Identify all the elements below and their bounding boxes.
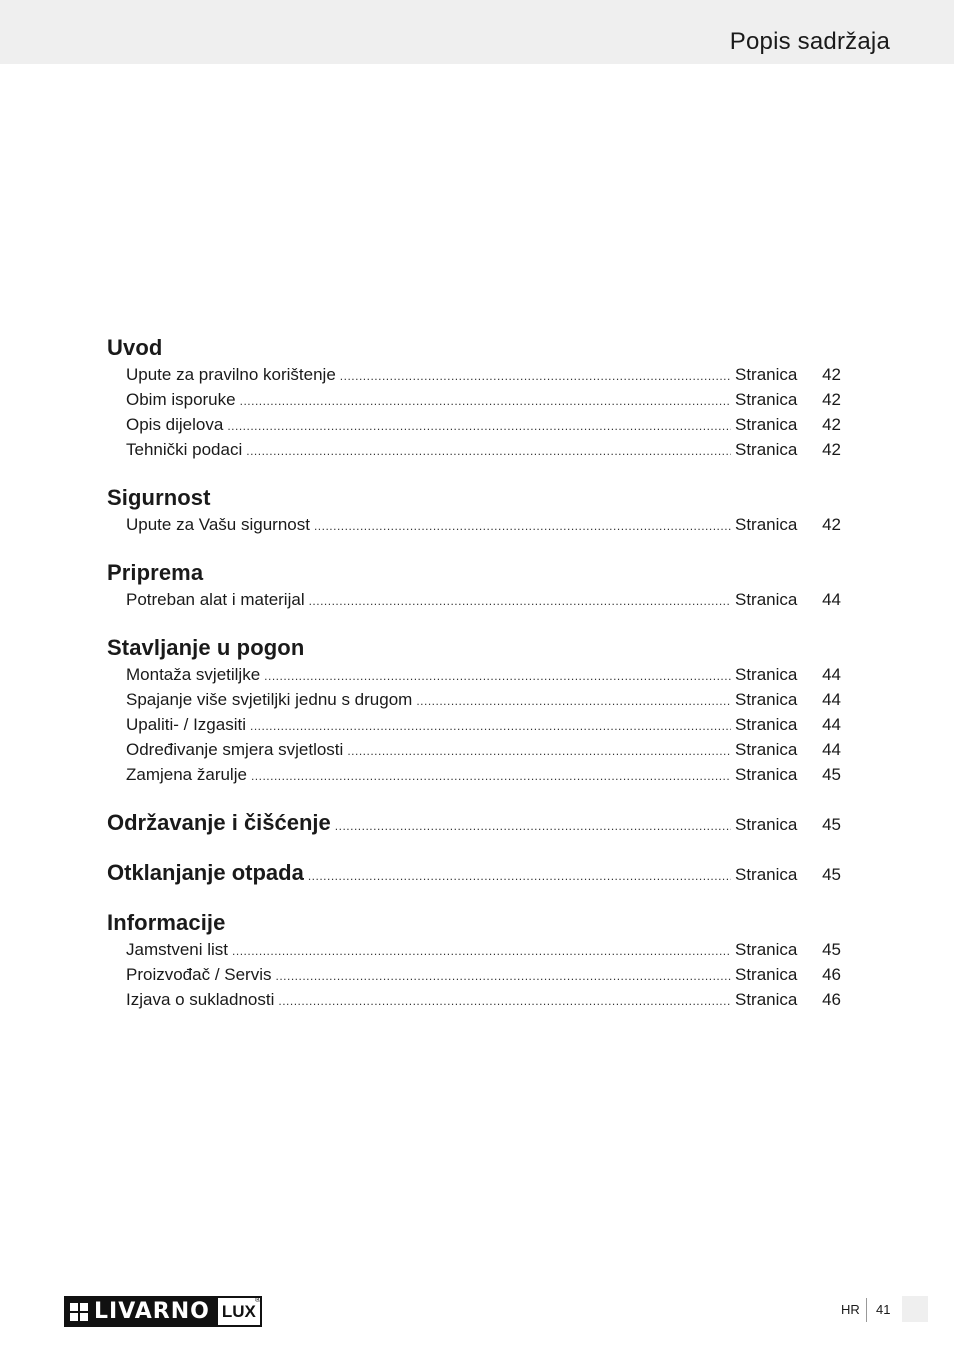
registered-mark: ®: [254, 1295, 261, 1304]
page-word: Stranica: [735, 440, 798, 459]
page-word: Stranica: [735, 415, 798, 434]
page-word: Stranica: [735, 965, 798, 984]
table-of-contents: [107, 334, 841, 1012]
footer-page-number: 41: [876, 1302, 891, 1317]
entry-label: Obim isporuke: [126, 390, 236, 409]
toc-entry[interactable]: [107, 437, 841, 462]
dot-leader: [278, 989, 731, 1014]
dot-leader: [314, 514, 731, 539]
section-heading: Stavljanje u pogon: [107, 635, 305, 660]
page-word: Stranica: [735, 815, 798, 834]
entry-label: Montaža svjetiljke: [126, 665, 261, 684]
logo-wordmark: LIVARNO: [94, 1299, 210, 1324]
dot-leader: [308, 862, 731, 890]
page-word: Stranica: [735, 590, 798, 609]
toc-entry[interactable]: [107, 512, 841, 537]
page-number: 42: [822, 365, 841, 384]
entry-label: Upute za Vašu sigurnost: [126, 515, 310, 534]
entry-label: Spajanje više svjetiljki jednu s drugom: [126, 690, 413, 709]
logo-lux-text: LUX: [221, 1301, 256, 1321]
section-gap: [107, 612, 841, 634]
toc-entry[interactable]: [107, 962, 841, 987]
dot-leader: [340, 364, 731, 389]
toc-section-priprema: [107, 559, 841, 612]
page-number: 44: [822, 715, 841, 734]
entry-label: Upaliti- / Izgasiti: [126, 715, 246, 734]
section-heading: Uvod: [107, 335, 163, 360]
page-number: 45: [822, 815, 841, 834]
page-number: 45: [822, 865, 841, 884]
dot-leader: [347, 739, 731, 764]
page-number: 44: [822, 665, 841, 684]
toc-entry[interactable]: [107, 412, 841, 437]
section-heading: Otklanjanje otpada: [107, 860, 304, 885]
toc-entry[interactable]: [107, 662, 841, 687]
toc-entry[interactable]: [107, 762, 841, 787]
dot-leader: [227, 414, 731, 439]
dot-leader: [232, 939, 731, 964]
page-title: Popis sadržaja: [729, 28, 890, 55]
logo-lux-block: [216, 1296, 262, 1327]
section-heading: Priprema: [107, 560, 204, 585]
page-number: 42: [822, 440, 841, 459]
entry-label: Tehnički podaci: [126, 440, 243, 459]
page-number: 46: [822, 990, 841, 1009]
toc-entry[interactable]: [107, 387, 841, 412]
page-number: 42: [822, 515, 841, 534]
entry-label: Upute za pravilno korištenje: [126, 365, 336, 384]
page-word: Stranica: [735, 940, 798, 959]
toc-section-uvod: [107, 334, 841, 462]
page-number: 44: [822, 740, 841, 759]
page-number: 44: [822, 590, 841, 609]
dot-leader: [264, 664, 731, 689]
dot-leader: [251, 764, 731, 789]
logo-squares-icon: [70, 1303, 88, 1321]
toc-entry[interactable]: [107, 687, 841, 712]
dot-leader: [240, 389, 731, 414]
section-heading: Održavanje i čišćenje: [107, 810, 331, 835]
page-number: 46: [822, 965, 841, 984]
page-word: Stranica: [735, 865, 798, 884]
entry-label: Određivanje smjera svjetlosti: [126, 740, 344, 759]
page-word: Stranica: [735, 365, 798, 384]
toc-section-otklanjanje-otpada[interactable]: [107, 837, 841, 887]
page-number: 42: [822, 390, 841, 409]
entry-label: Opis dijelova: [126, 415, 224, 434]
page-number: 45: [822, 765, 841, 784]
toc-entry[interactable]: [107, 362, 841, 387]
section-gap: [107, 887, 841, 909]
section-gap: [107, 462, 841, 484]
section-gap: [107, 537, 841, 559]
footer-tab-box: [902, 1296, 928, 1322]
toc-entry[interactable]: [107, 737, 841, 762]
entry-label: Proizvođač / Servis: [126, 965, 272, 984]
page-word: Stranica: [735, 690, 798, 709]
page-word: Stranica: [735, 390, 798, 409]
dot-leader: [276, 964, 732, 989]
toc-section-sigurnost: [107, 484, 841, 537]
page-number: 42: [822, 415, 841, 434]
toc-section-informacije: [107, 909, 841, 1012]
section-heading: Informacije: [107, 910, 226, 935]
entry-label: Potreban alat i materijal: [126, 590, 305, 609]
toc-section-stavljanje-u-pogon: [107, 634, 841, 787]
page-word: Stranica: [735, 765, 798, 784]
toc-section-odrzavanje-i-ciscenje[interactable]: [107, 787, 841, 837]
page-number: 44: [822, 690, 841, 709]
page-word: Stranica: [735, 990, 798, 1009]
dot-leader: [416, 689, 731, 714]
page-word: Stranica: [735, 665, 798, 684]
section-heading: Sigurnost: [107, 485, 211, 510]
footer-divider: [866, 1298, 867, 1322]
toc-entry[interactable]: [107, 712, 841, 737]
toc-entry[interactable]: [107, 937, 841, 962]
entry-label: Zamjena žarulje: [126, 765, 247, 784]
page-word: Stranica: [735, 515, 798, 534]
logo-main-block: [64, 1296, 216, 1327]
dot-leader: [335, 812, 731, 840]
entry-label: Jamstveni list: [126, 940, 229, 959]
dot-leader: [309, 589, 731, 614]
dot-leader: [246, 439, 731, 464]
dot-leader: [250, 714, 731, 739]
toc-entry[interactable]: [107, 587, 841, 612]
language-code: HR: [841, 1302, 860, 1317]
entry-label: Izjava o sukladnosti: [126, 990, 275, 1009]
page-number: 45: [822, 940, 841, 959]
page-word: Stranica: [735, 740, 798, 759]
page-word: Stranica: [735, 715, 798, 734]
toc-entry[interactable]: [107, 987, 841, 1012]
brand-logo: [64, 1296, 262, 1327]
